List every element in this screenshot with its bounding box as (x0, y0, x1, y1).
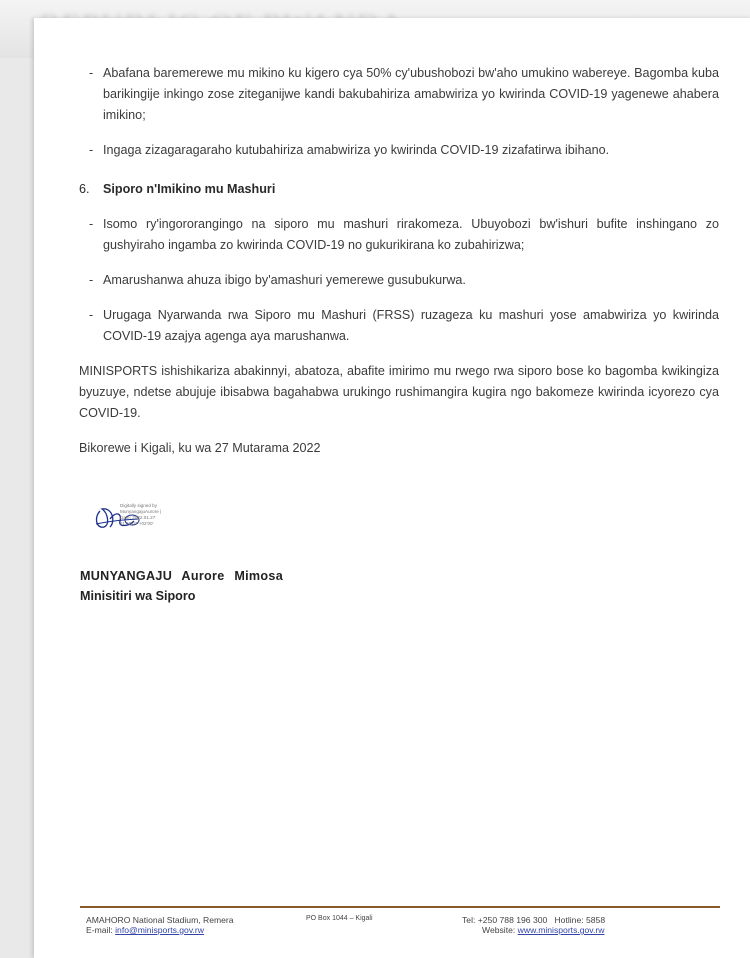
footer-website-label: Website: (482, 925, 518, 935)
signer-name: MUNYANGAJU Aurore Mimosa (80, 569, 284, 583)
bullet-dash: - (89, 273, 94, 287)
signature-meta-line: 11:22:07 +02'00' (120, 521, 154, 526)
list-item (79, 63, 719, 126)
footer-contact-block (462, 915, 605, 935)
section-heading (79, 179, 719, 200)
document-body (79, 63, 719, 473)
section-number: 6. (79, 182, 90, 196)
list-item (79, 270, 719, 291)
signature-meta-line: MunyangajuAurore | (120, 509, 162, 514)
date-line: Bikorewe i Kigali, ku wa 27 Mutarama 2022 (79, 441, 321, 455)
footer-pobox: PO Box 1044 – Kigali (306, 915, 373, 922)
bullet-dash: - (89, 66, 94, 80)
footer-hotline: Hotline: 5858 (554, 915, 606, 925)
list-item (79, 214, 719, 256)
signature-meta-line: Date: 2022.01.27 (120, 515, 156, 520)
footer-website-line (462, 925, 605, 935)
footer-email-label: E-mail: (86, 925, 116, 935)
signer-block (80, 566, 283, 606)
list-item-text: Ingaga zizagaragaraho kutubahiriza amabwiriza yo kwirinda COVID-19 zizafatirwa ibihano. (103, 143, 610, 157)
list-item-text: Abafana baremerewe mu mikino ku kigero cya 50% cy'ubushobozi bw'aho umukino wabereye. Bagomba kuba barikingije inkingo zose ziteganijwe kandi bakubahiriza amabwiriza yo kwirinda COVID-19 yagenewe ahabera imikino; (103, 66, 719, 122)
digital-signature-meta (120, 503, 161, 527)
section-title: Siporo n'Imikino mu Mashuri (103, 182, 276, 196)
list-item (79, 305, 719, 347)
bullet-dash: - (89, 143, 94, 157)
list-item-text: Amarushanwa ahuza ibigo by'amashuri yemerewe gusubukurwa. (103, 273, 466, 287)
signature-meta-line: Digitally signed by (120, 503, 158, 508)
list-item-text: Isomo ry'ingororangingo na siporo mu mashuri rirakomeza. Ubuyobozi bw'ishuri bufite inshingano zo gushyiraho ingamba zo kwirinda COVID-19 no gukurikirana ko zubahirizwa; (103, 217, 719, 252)
footer-address: AMAHORO National Stadium, Remera (86, 915, 234, 925)
footer-email-line (86, 925, 234, 935)
bullet-dash: - (89, 308, 94, 322)
footer-tel: Tel: +250 788 196 300 (462, 915, 548, 925)
footer-website-link[interactable]: www.minisports.gov.rw (517, 925, 605, 935)
footer-email-link[interactable]: info@minisports.gov.rw (115, 925, 204, 935)
list-item (79, 140, 719, 161)
signer-title: Minisitiri wa Siporo (80, 589, 196, 603)
list-item-text: Urugaga Nyarwanda rwa Siporo mu Mashuri (FRSS) ruzageza ku mashuri yose amabwiriza yo kwirinda COVID-19 azajya agenga aya marushanwa. (103, 308, 719, 343)
bullet-dash: - (89, 217, 94, 231)
closing-paragraph: MINISPORTS ishishikariza abakinnyi, abatoza, abafite imirimo mu rwego rwa siporo bose ko bagomba kwikingiza byuzuye, ndetse abujuje ibisabwa bagahabwa urukingo rushimangira kugira ngo bakomeze kwirinda icyorezo cya COVID-19. (79, 364, 719, 420)
footer-phone-line (462, 915, 605, 925)
footer-rule (80, 906, 720, 908)
footer-address-block (86, 915, 234, 935)
